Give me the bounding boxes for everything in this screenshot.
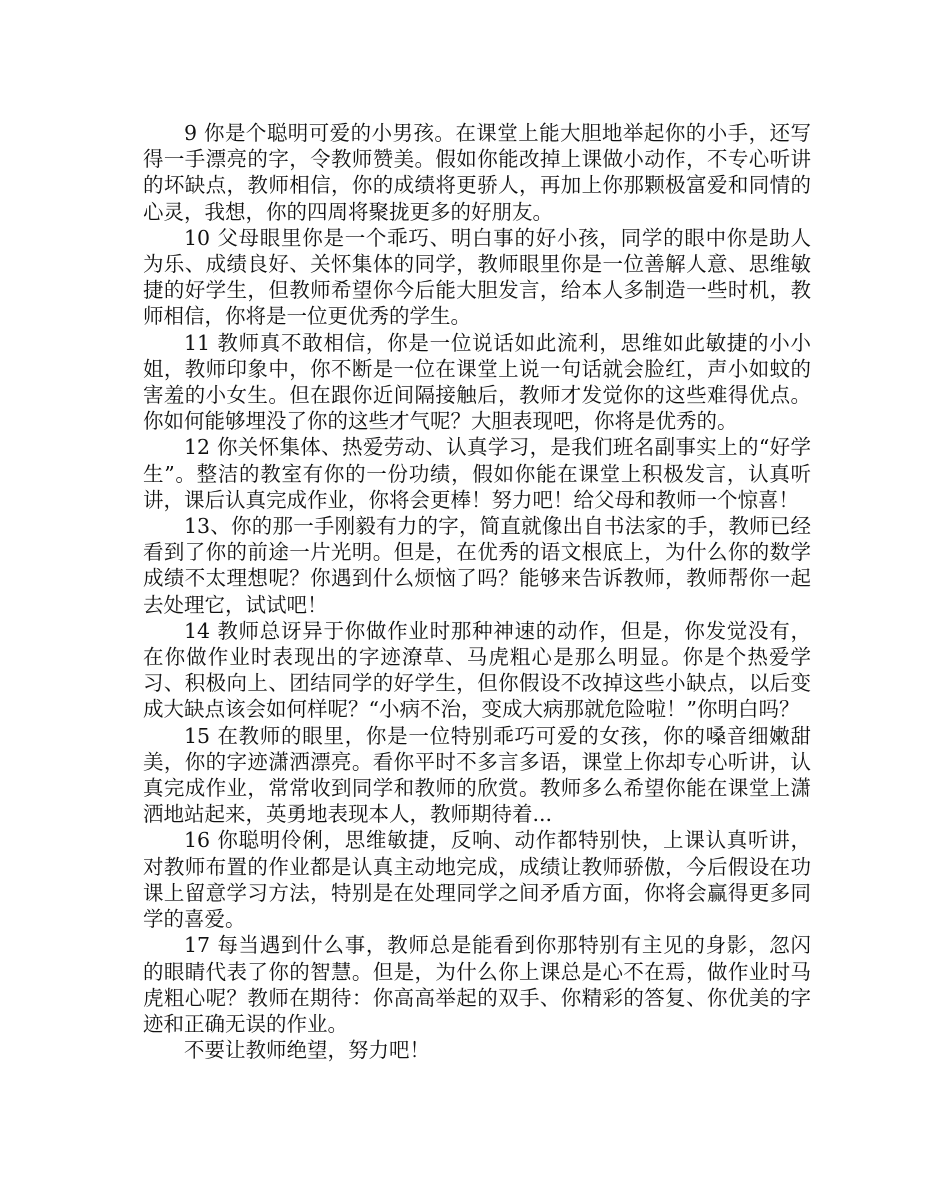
paragraph-comment-10: 10 父母眼里你是一个乖巧、明白事的好小孩，同学的眼中你是助人为乐、成绩良好、关怀集体的同学，教师眼里你是一位善解人意、思维敏捷的好学生，但教师希望你今后能大胆发言，给本人多制造一些时机，教师相信，你将是一位更优秀的学生。 xyxy=(143,225,811,329)
paragraph-comment-12: 12 你关怀集体、热爱劳动、认真学习，是我们班名副事实上的“好学生”。整洁的教室有你的一份功绩，假如你能在课堂上积极发言，认真听讲，课后认真完成作业，你将会更棒！努力吧！给父母和教师一个惊喜！ xyxy=(143,435,811,512)
paragraph-comment-11: 11 教师真不敢相信，你是一位说话如此流利，思维如此敏捷的小小姐，教师印象中，你不断是一位在课堂上说一句话就会脸红，声小如蚊的害羞的小女生。但在跟你近间隔接触后，教师才发觉你的这些难得优点。你如何能够埋没了你的这些才气呢？大胆表现吧，你将是优秀的。 xyxy=(143,330,811,434)
paragraph-comment-15: 15 在教师的眼里，你是一位特别乖巧可爱的女孩，你的嗓音细嫩甜美，你的字迹潇洒漂亮。看你平时不多言多语，课堂上你却专心听讲，认真完成作业，常常收到同学和教师的欣赏。教师多么希望你能在课堂上潇洒地站起来，英勇地表现本人，教师期待着... xyxy=(143,723,811,827)
closing-line: 不要让教师绝望，努力吧！ xyxy=(184,1038,430,1063)
paragraph-comment-13: 13、你的那一手刚毅有力的字，简直就像出自书法家的手，教师已经看到了你的前途一片光明。但是，在优秀的语文根底上，为什么你的数学成绩不太理想呢？你遇到什么烦恼了吗？能够来告诉教师，教师帮你一起去处理它，试试吧！ xyxy=(143,514,811,617)
document-body xyxy=(143,120,811,1063)
paragraph-comment-9: 9 你是个聪明可爱的小男孩。在课堂上能大胆地举起你的小手，还写得一手漂亮的字，令教师赞美。假如你能改掉上课做小动作，不专心听讲的坏缺点，教师相信，你的成绩将更骄人，再加上你那颗极富爱和同情的心灵，我想，你的四周将聚拢更多的好朋友。 xyxy=(143,121,811,224)
paragraph-comment-17: 17 每当遇到什么事，教师总是能看到你那特别有主见的身影，忽闪的眼睛代表了你的智慧。但是，为什么你上课总是心不在焉，做作业时马虎粗心呢？教师在期待：你高高举起的双手、你精彩的答复、你优美的字迹和正确无误的作业。 xyxy=(143,933,811,1036)
paragraph-comment-14: 14 教师总讶异于你做作业时那种神速的动作，但是，你发觉没有，在你做作业时表现出的字迹潦草、马虎粗心是那么明显。你是个热爱学习、积极向上、团结同学的好学生，但你假设不改掉这些小缺点，以后变成大缺点该会如何样呢？“小病不治，变成大病那就危险啦！”你明白吗？ xyxy=(143,618,811,722)
paragraph-comment-16: 16 你聪明伶俐，思维敏捷，反响、动作都特别快，上课认真听讲，对教师布置的作业都是认真主动地完成，成绩让教师骄傲，今后假设在功课上留意学习方法，特别是在处理同学之间矛盾方面，你将会赢得更多同学的喜爱。 xyxy=(143,828,811,932)
